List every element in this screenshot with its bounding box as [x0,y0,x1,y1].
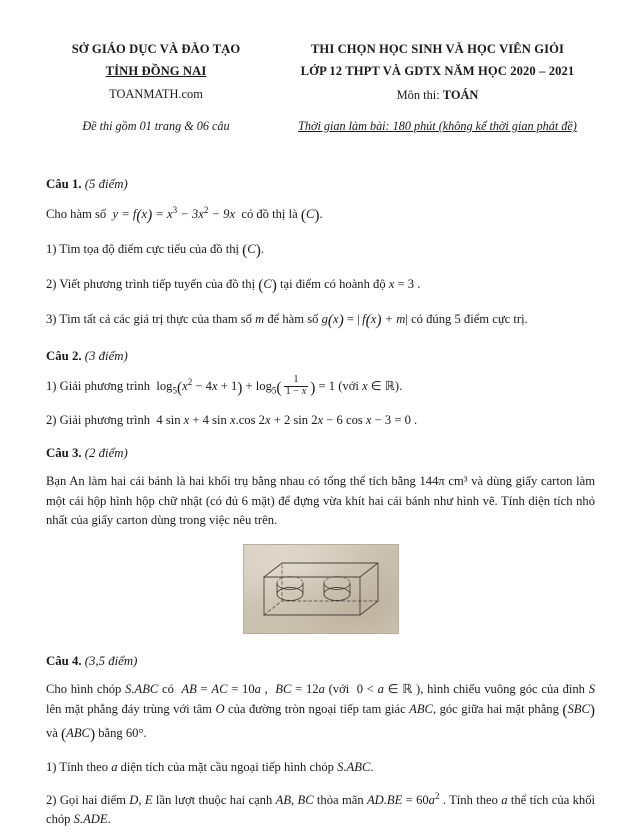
question-1-item-2: 2) Viết phương trình tiếp tuyến của đồ thị (C) tại điểm có hoành độ x = 3 . [46,276,421,295]
question-3-label: Câu 3. [46,446,82,461]
department-name: SỞ GIÁO DỤC VÀ ĐÀO TẠO [71,42,241,56]
question-1-intro-post: có đồ thị là (C). [238,207,323,225]
question-1-item-3: 3) Tìm tất cả các giá trị thực của tham số m để hàm số g(x) = | f(x) + m| có đúng 5 điểm cực trị. [46,311,528,329]
header-right-block [276,30,599,103]
question-1-formula: $y = f(x) = x^3 - 3x^2 - 9x$ [109,205,236,225]
time-note-block [276,117,599,135]
question-1-label: Câu 1. [46,177,82,192]
figure-drawing [244,545,398,633]
question-2-heading [46,349,595,364]
exam-body [0,177,639,830]
question-1-item-1: 1) Tìm tọa độ điểm cực tiểu của đồ thị (C). [46,242,264,260]
question-4-heading [46,654,595,669]
site-name: TOANMATH.com [109,86,203,101]
question-2-points: (3 điểm) [84,348,128,363]
document-header [0,0,639,103]
exam-title-line1: THI CHỌN HỌC SINH VÀ HỌC VIÊN GIỎI [310,42,565,56]
question-2-label: Câu 2. [46,348,82,363]
subject-line [276,88,599,103]
question-4-points: (3,5 điểm) [84,653,138,668]
province-name: TỈNH ĐỒNG NAI [105,64,207,79]
question-4-item-1: 1) Tính theo a diện tích của mặt cầu ngoại tiếp hình chóp S.ABC. [46,760,374,775]
exam-title-line2: LỚP 12 THPT VÀ GDTX NĂM HỌC 2020 – 2021 [300,64,575,79]
time-note: Thời gian làm bài: 180 phút (không kể thời gian phát đề) [298,119,577,134]
question-4-label: Câu 4. [46,653,82,668]
question-4-item-2: 2) Gọi hai điểm D, E lần lượt thuộc hai cạnh AB, BC thỏa mãn $AD.BE = 60a^2$ . Tính theo a thể tích của khối chóp S.ADE. [46,790,596,827]
question-2-item-1: 1) Giải phương trình $\log_5(x^2 - 4x + 1) + \log_5$( $\frac{1}{1 - x}$ ) = 1 (với x ∈ ℝ). [46,373,403,397]
question-3-heading [46,446,595,461]
question-1-intro-pre: Cho hàm số [46,207,107,222]
subject-label: Môn thi: [396,87,440,102]
box-with-two-cylinders-sketch [243,544,399,634]
question-1-heading [46,177,595,192]
question-1-points: (5 điểm) [84,177,128,192]
question-3-body: Bạn An làm hai cái bánh là hai khối trụ bằng nhau có tổng thể tích bằng 144π cm³ và dùng giấy carton làm một cái hộp hình hộp chữ nhật (có đủ 6 mặt) để đựng vừa khít hai cái bánh như hình vẽ. Tính diện tích nhỏ nhất của giấy carton dùng trong việc nêu trên. [46,474,595,528]
figure-wrapper [46,544,595,634]
question-2-item-2: 2) Giải phương trình 4 sin x + 4 sin x.cos 2x + 2 sin 2x − 6 cos x − 3 = 0 . [46,412,418,427]
header-second-row [0,103,639,135]
question-1-intro [46,203,595,228]
question-4-body: Cho hình chóp S.ABC có AB = AC = 10a , BC = 12a (với 0 < a ∈ ℝ ), hình chiếu vuông góc của đỉnh S lên mặt phẳng đáy trùng với tâm O của đường tròn ngoại tiếp tam giác ABC, góc giữa hai mặt phẳng (SBC) và (ABC) bằng 60°. [46,681,596,744]
pages-note: Đề thi gồm 01 trang & 06 câu [82,119,230,134]
question-3-points: (2 điểm) [84,446,128,461]
header-left-block [36,30,276,103]
subject-value: TOÁN [442,87,479,102]
pages-note-block [36,117,276,135]
